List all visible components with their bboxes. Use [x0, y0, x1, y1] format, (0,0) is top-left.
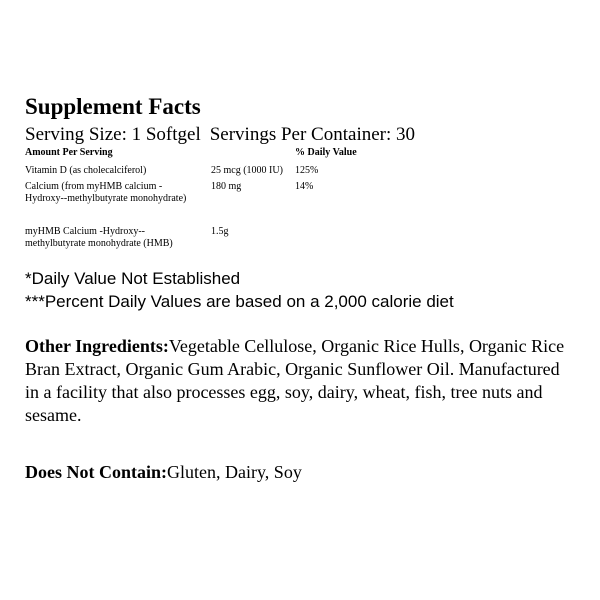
amount-per-serving-header: Amount Per Serving [25, 147, 113, 158]
other-ingredients-text: Vegetable Cellulose, Organic Rice Hulls, Organic Rice Bran Extract, Organic Gum Arabic, Organic Sunflower Oil. Manufactured in a facility that also processes egg, soy, dairy, wheat, fish, tree nuts and sesame. [25, 336, 565, 425]
daily-value-header: % Daily Value [295, 147, 357, 158]
serving-info [25, 124, 585, 146]
nutrient-amount: 180 mg [211, 181, 242, 192]
footnote-percent-basis: ***Percent Daily Values are based on a 2,000 calorie diet [25, 292, 454, 311]
nutrient-amount: 1.5g [211, 226, 229, 237]
nutrient-daily-value: 14% [295, 181, 314, 192]
page-title: Supplement Facts [25, 94, 201, 119]
other-ingredients [25, 335, 570, 427]
nutrient-name: Vitamin D (as cholecalciferol) [25, 165, 147, 176]
footnote-not-established: *Daily Value Not Established [25, 269, 241, 288]
servings-per-container: Servings Per Container: 30 [209, 124, 416, 145]
other-ingredients-label: Other Ingredients: [25, 336, 169, 356]
nutrient-name: Calcium (from myHMB calcium - Hydroxy--methylbutyrate monohydrate) [25, 181, 187, 204]
nutrient-daily-value: 125% [295, 165, 319, 176]
does-not-contain-text: Gluten, Dairy, Soy [167, 462, 302, 482]
supplement-facts-document [25, 94, 585, 484]
does-not-contain [25, 461, 585, 484]
nutrient-amount: 25 mcg (1000 IU) [211, 165, 283, 176]
nutrient-name: myHMB Calcium -Hydroxy--methylbutyrate monohydrate (HMB) [25, 226, 173, 249]
facts-table [25, 147, 445, 257]
serving-size: Serving Size: 1 Softgel [25, 124, 201, 145]
footnotes [25, 267, 585, 313]
does-not-contain-label: Does Not Contain: [25, 462, 167, 482]
